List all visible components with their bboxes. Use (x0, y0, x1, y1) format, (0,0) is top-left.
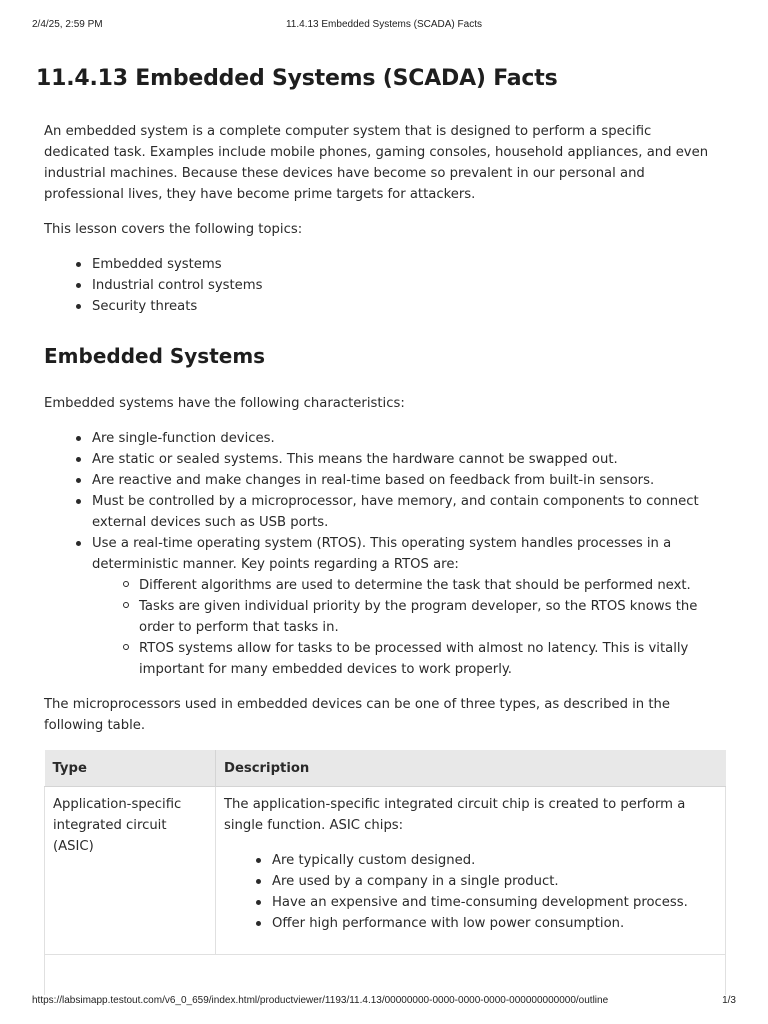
microprocessor-types-table (44, 750, 726, 955)
list-item-rtos (92, 533, 734, 680)
list-item: Must be controlled by a microprocessor, have memory, and contain components to connect external devices such as USB ports. (92, 491, 734, 533)
topics-list (44, 254, 734, 317)
characteristics-list (44, 428, 734, 680)
print-doc-title: 11.4.13 Embedded Systems (SCADA) Facts (285, 19, 482, 30)
intro-paragraph: An embedded system is a complete computer system that is designed to perform a specific dedicated task. Examples include mobile phones, gaming consoles, household appliances, and even industrial machines. Because these devices have become so prevalent in our personal and professional lives, they have become prime targets for attackers. (44, 124, 709, 202)
page-number: 1/3 (722, 995, 736, 1006)
list-item-text: Use a real-time operating system (RTOS). This operating system handles processes in a deterministic manner. Key points regarding a RTOS are: (92, 536, 672, 572)
page-title: 11.4.13 Embedded Systems (SCADA) Facts (36, 66, 558, 91)
column-header-description: Description (216, 750, 726, 787)
list-item: Are used by a company in a single product. (272, 871, 717, 892)
list-item: Are static or sealed systems. This means the hardware cannot be swapped out. (92, 449, 734, 470)
section-intro: Embedded systems have the following characteristics: (44, 396, 405, 411)
list-item: Industrial control systems (92, 275, 734, 296)
table-row (45, 787, 726, 955)
article-body (44, 121, 734, 995)
list-item: Have an expensive and time-consuming development process. (272, 892, 717, 913)
print-header (32, 19, 736, 33)
cell-type: Application-specific integrated circuit (ASIC) (45, 787, 216, 955)
print-url: https://labsimapp.testout.com/v6_0_659/index.html/productviewer/1193/11.4.13/00000000-0000-0000-0000-000000000000/outline (32, 995, 609, 1006)
sub-list-item: Tasks are given individual priority by the program developer, so the RTOS knows the order to perform that tasks in. (139, 596, 734, 638)
list-item: Are typically custom designed. (272, 850, 717, 871)
table-intro: The microprocessors used in embedded devices can be one of three types, as described in the following table. (44, 697, 670, 733)
rtos-points-list (92, 575, 734, 680)
print-datetime: 2/4/25, 2:59 PM (32, 19, 103, 30)
topics-intro: This lesson covers the following topics: (44, 222, 303, 237)
section-heading: Embedded Systems (44, 344, 266, 368)
list-item: Security threats (92, 296, 734, 317)
list-item: Are single-function devices. (92, 428, 734, 449)
print-footer (32, 995, 736, 1009)
asic-points-list (224, 850, 717, 934)
list-item: Embedded systems (92, 254, 734, 275)
cell-description (216, 787, 726, 955)
list-item: Offer high performance with low power consumption. (272, 913, 717, 934)
list-item: Are reactive and make changes in real-time based on feedback from built-in sensors. (92, 470, 734, 491)
table-header-row (45, 750, 726, 787)
sub-list-item: Different algorithms are used to determine the task that should be performed next. (139, 575, 734, 596)
column-header-type: Type (45, 750, 216, 787)
table-continuation (44, 955, 726, 995)
sub-list-item: RTOS systems allow for tasks to be processed with almost no latency. This is vitally important for many embedded devices to work properly. (139, 638, 734, 680)
cell-description-text: The application-specific integrated circuit chip is created to perform a single function. ASIC chips: (224, 797, 686, 833)
